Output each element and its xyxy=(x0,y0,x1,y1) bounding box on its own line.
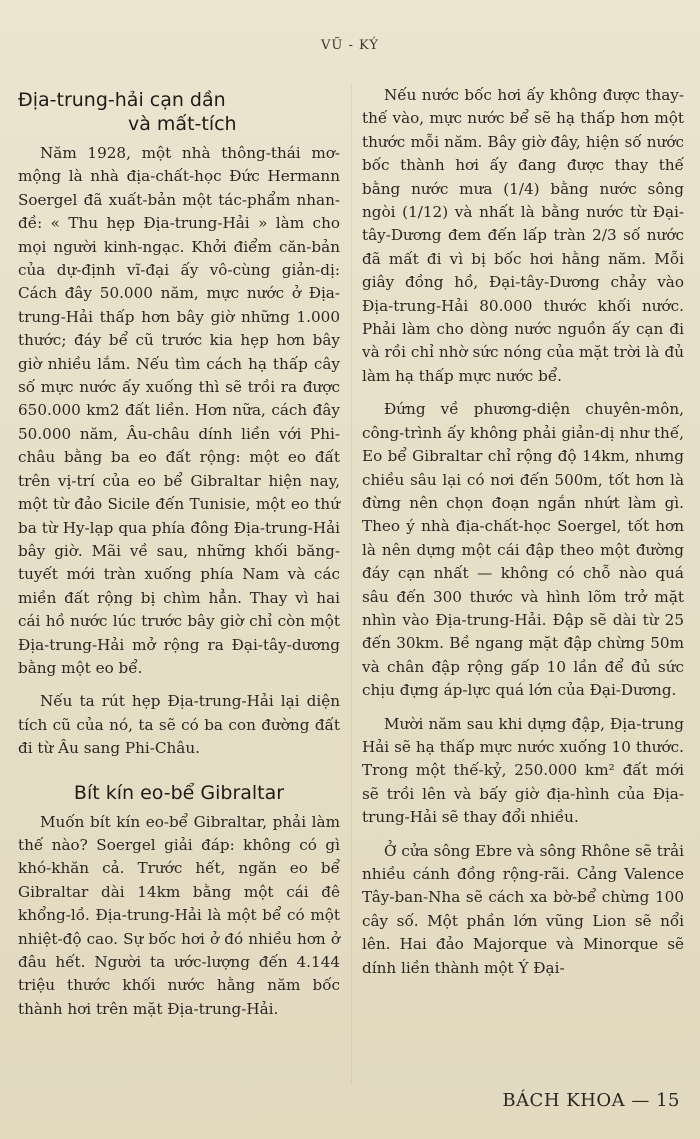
paragraph: Nếu nước bốc hơi ấy không được thay-thế vào, mực nước bể sẽ hạ thấp hơn một thước mỗi năm. Bây giờ đây, hiện số nước bốc thành hơi ấy đang được thay thế bằng nước mưa (1/4) bằng nước sông ngòi (1/12) và nhất là bằng nước từ Đại-tây-Dương đem đến lấp tràn 2/3 số nước đã mất đi vì bị bốc hơi hằng năm. Mỗi giây đồng hồ, Đại-tây-Dương chảy vào Địa-trung-Hải 80.000 thước khối nước. Phải làm cho dòng nước nguồn ấy cạn đi và rồi chỉ nhờ sức nóng của mặt trời là đủ làm hạ thấp mực nước bể. xyxy=(362,86,684,385)
paragraph: Năm 1928, một nhà thông-thái mơ-mộng là nhà địa-chất-học Đức Hermann Soergel đã xuất-bản một tác-phẩm nhan-đề: « Thu hẹp Địa-trung-Hải » làm cho mọi người kinh-ngạc. Khởi điểm căn-bản của dự-định vĩ-đại ấy vô-cùng giản-dị: Cách đây 50.000 năm, mực nước ở Địa-trung-Hải thấp hơn bây giờ những 1.000 thước; đáy bể cũ trước kia hẹp hơn bây giờ nhiều lắm. Nếu tìm cách hạ thấp cây số mực nước ấy xuống thì sẽ trồi ra được 650.000 km2 đất liền. Hơn nữa, cách đây 50.000 năm, Âu-châu dính liền với Phi-châu bằng ba eo đất rộng: một eo đất trên vị-trí của eo bể Gibraltar hiện nay, một từ đảo Sicile đến Tunisie, một eo thứ ba từ Hy-lạp qua phía đông Địa-trung-Hải bây giờ. Mãi về sau, những khối băng-tuyết mới tràn xuống phía Nam và các miền đất rộng bị chìm hẳn. Thay vì hai cái hồ nước lúc trước bây giờ chỉ còn một Địa-trung-Hải mở rộng ra Đại-tây-dương bằng một eo bể. xyxy=(18,144,340,677)
paragraph: Đứng về phương-diện chuyên-môn, công-trình ấy không phải giản-dị như thế, Eo bể Gibraltar chỉ rộng độ 14km, nhưng chiều sâu lại có nơi đến 500m, tốt hơn là đừng nên chọn đoạn ngắn nhứt làm gì. Theo ý nhà địa-chất-học Soergel, tốt hơn là nên dựng một cái đập theo một đường đáy cạn nhất — không có chỗ nào quá sâu đến 300 thước và hình lõm trở mặt nhìn vào Địa-trung-Hải. Đập sẽ dài từ 25 đến 30km. Bề ngang mặt đập chừng 50m và chân đập rộng gấp 10 lần để đủ sức chịu đựng áp-lực quá lớn của Đại-Dương. xyxy=(362,400,684,700)
column-divider xyxy=(351,84,352,1084)
article-title-line2: và mất-tích xyxy=(128,113,237,135)
right-column xyxy=(362,84,684,990)
article-title-line1: Địa-trung-hải cạn dần xyxy=(18,89,226,111)
paragraph: Muốn bít kín eo-bể Gibraltar, phải làm thế nào? Soergel giải đáp: không có gì khó-khăn cả. Trước hết, ngăn eo bể Gibraltar dài 14km bằng một cái đê khổng-lồ. Địa-trung-Hải là một bể có một nhiệt-độ cao. Sự bốc hơi ở đó nhiều hơn ở đâu hết. Người ta ước-lượng đến 4.144 triệu thước khối nước hằng năm bốc thành hơi trên mặt Địa-trung-Hải. xyxy=(18,812,340,1018)
paragraph: Ở cửa sông Ebre và sông Rhône sẽ trải nhiều cánh đồng rộng-rãi. Cảng Valence Tây-ban-Nha sẽ cách xa bờ-bể chừng 100 cây số. Một phần lớn vũng Lion sẽ nổi lên. Hai đảo Majorque và Minorque sẽ dính liền thành một Ý Đại- xyxy=(362,841,684,977)
running-head: VŨ - KÝ xyxy=(321,38,379,53)
article-title xyxy=(18,88,340,136)
section-subtitle: Bít kín eo-bể Gibraltar xyxy=(73,781,285,804)
page-footer: BÁCH KHOA — 15 xyxy=(502,1090,680,1111)
paragraph: Mười năm sau khi dựng đập, Địa-trung Hải sẽ hạ thấp mực nước xuống 10 thước. Trong một thế-kỷ, 250.000 km² đất mới sẽ trồi lên và bấy giờ địa-hình của Địa-trung-Hải sẽ thay đổi nhiều. xyxy=(362,714,684,827)
left-column xyxy=(18,84,340,1031)
paragraph: Nếu ta rút hẹp Địa-trung-Hải lại diện tích cũ của nó, ta sẽ có ba con đường đất đi từ Âu sang Phi-Châu. xyxy=(18,692,340,758)
